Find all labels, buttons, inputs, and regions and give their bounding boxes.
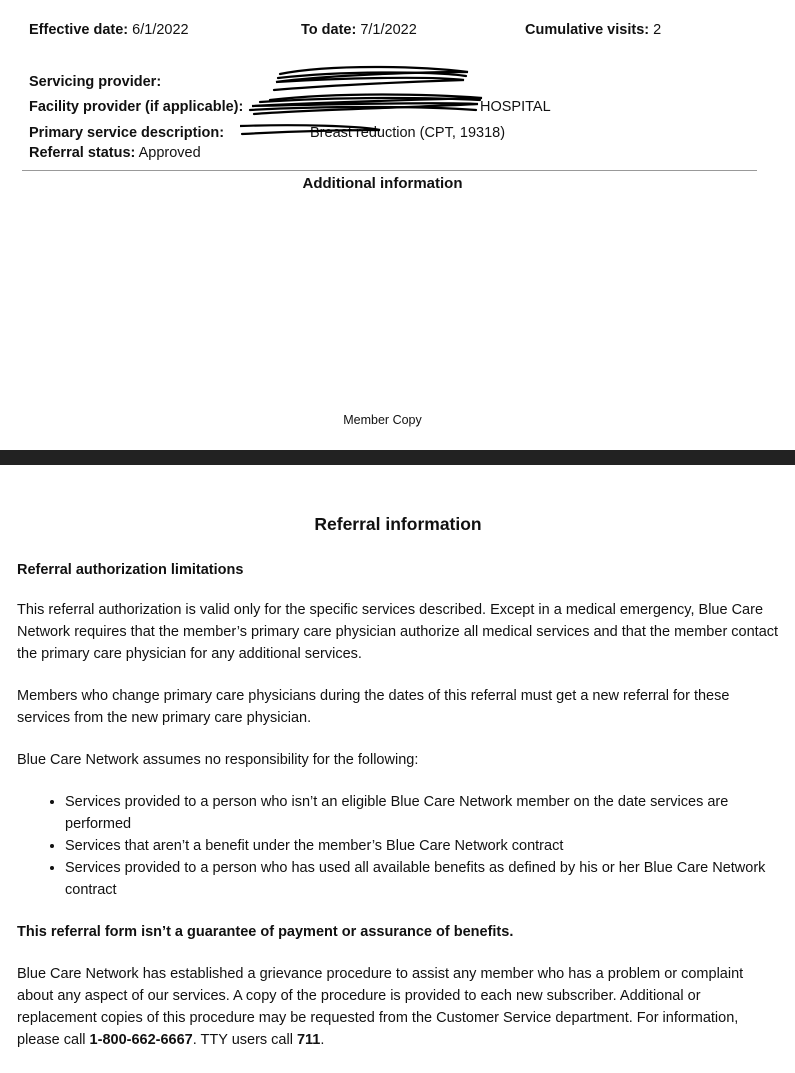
facility-provider-label: Facility provider (if applicable):: [29, 99, 244, 115]
primary-service-value: Breast reduction (CPT, 19318): [310, 125, 506, 141]
tty-number: 711: [296, 1032, 321, 1049]
cumulative-visits: [525, 20, 661, 42]
list-item: • Services provided to a person who isn’t an eligible Blue Care Network member on the date services are performed: [65, 791, 779, 835]
grievance-tty-text: . TTY users call: [192, 1032, 297, 1049]
limitations-paragraph: This referral authorization is valid only for the specific services described. Except in a medical emergency, Blue Care Network requires that the member’s primary care physician authorize all medical services and that the member contact the primary care physician for any additional services.: [17, 602, 779, 663]
to-date-value: 7/1/2022: [360, 22, 417, 38]
page-separator-bar: [0, 450, 795, 465]
phone-number: 1-800-662-6667: [89, 1032, 193, 1049]
cumulative-visits-label: Cumulative visits:: [525, 22, 650, 38]
section-divider-line: [22, 170, 757, 171]
effective-date-value: 6/1/2022: [132, 22, 189, 38]
to-date: [301, 20, 417, 42]
referral-summary-page: [0, 0, 795, 450]
referral-status-label: Referral status:: [29, 145, 136, 161]
grievance-text: Blue Care Network has established a grievance procedure to assist any member who has a problem or complaint about any aspect of our services. A copy of the procedure is provided to each new subscriber. Additional or replacement copies of this procedure may be requested from the Customer Service department. For information, please call: [17, 966, 744, 1049]
to-date-label: To date:: [301, 22, 357, 38]
effective-date: [29, 20, 189, 42]
change-physician-paragraph: Members who change primary care physicians during the dates of this referral must get a new referral for these services from the new primary care physician.: [17, 688, 730, 727]
referral-information-title: Referral information: [314, 514, 482, 534]
servicing-provider-label: Servicing provider:: [29, 74, 162, 90]
effective-date-label: Effective date:: [29, 22, 129, 38]
no-responsibility-paragraph: Blue Care Network assumes no responsibility for the following:: [17, 752, 419, 769]
facility-provider-value: HOSPITAL: [480, 99, 551, 115]
guarantee-statement: This referral form isn’t a guarantee of payment or assurance of benefits.: [17, 924, 514, 941]
no-responsibility-list: [17, 791, 779, 901]
list-item: • Services that aren’t a benefit under the member’s Blue Care Network contract: [65, 835, 779, 857]
referral-information-page: [17, 465, 779, 1071]
member-copy-label: Member Copy: [343, 413, 422, 427]
primary-service-label: Primary service description:: [29, 125, 225, 141]
grievance-paragraph: [17, 963, 779, 1051]
referral-status-value: Approved: [138, 145, 201, 161]
limitations-heading: Referral authorization limitations: [17, 562, 244, 579]
cumulative-visits-value: 2: [653, 22, 662, 38]
grievance-end: .: [320, 1032, 325, 1049]
referral-status: [29, 143, 201, 165]
additional-info-heading: Additional information: [302, 175, 463, 192]
list-item: • Services provided to a person who has used all available benefits as defined by his or her Blue Care Network contract: [65, 857, 779, 901]
redaction-scribble: [240, 60, 500, 150]
